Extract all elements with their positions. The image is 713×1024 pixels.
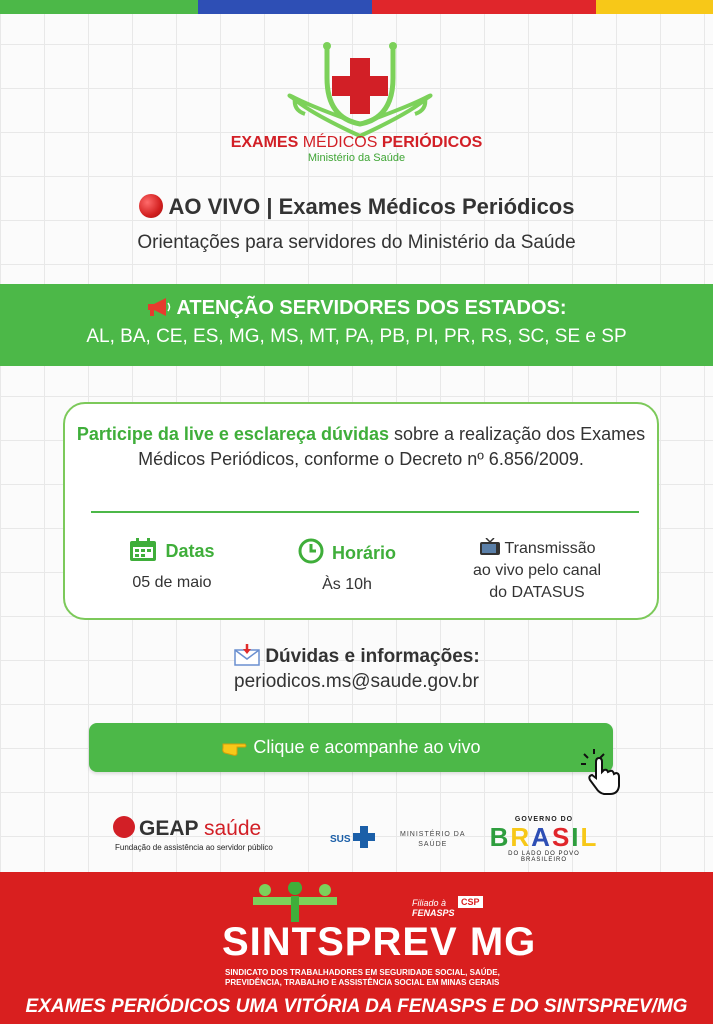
- transmission-line1: Transmissão: [447, 538, 627, 560]
- geap-circle-icon: [113, 816, 135, 838]
- sus-logo: SUS: [330, 826, 375, 848]
- dates-value: 05 de maio: [132, 574, 212, 591]
- megaphone-icon: [146, 297, 172, 317]
- pointing-hand-icon: [221, 738, 247, 756]
- attention-banner: [0, 284, 713, 366]
- ministry-logo: MINISTÉRIO DA SAÚDE: [400, 831, 466, 848]
- top-color-bar: [0, 0, 713, 14]
- info-card: [63, 402, 659, 620]
- union-name: SINTSPREV MG: [222, 920, 537, 964]
- union-people-icon: [245, 882, 345, 922]
- top-bar-blue: [198, 0, 372, 14]
- click-cursor-icon: [580, 748, 630, 798]
- clock-icon: [298, 538, 324, 564]
- top-bar-red: [372, 0, 596, 14]
- attention-title: ATENÇÃO SERVIDORES DOS ESTADOS:: [0, 297, 713, 320]
- top-bar-yellow: [596, 0, 713, 14]
- live-dot-icon: [139, 194, 163, 218]
- top-bar-green: [0, 0, 198, 14]
- geap-logo: GEAP saúde Fundação de assistência ao servidor público: [115, 817, 273, 852]
- time-value: Às 10h: [322, 576, 372, 593]
- tv-icon: [479, 538, 501, 556]
- geap-subtitle: Fundação de assistência ao servidor público: [115, 843, 273, 852]
- union-description: SINDICATO DOS TRABALHADORES EM SEGURIDADE SOCIAL, SAÚDE, PREVIDÊNCIA, TRABALHO E ASSISTÊNCIA SOCIAL EM MINAS GERAIS: [225, 968, 500, 987]
- transmission-line3: do DATASUS: [489, 584, 585, 601]
- transmission-line2: ao vivo pelo canal: [472, 562, 602, 579]
- envelope-icon: [233, 644, 261, 666]
- sus-cross-icon: [353, 826, 375, 848]
- card-divider: [91, 511, 639, 513]
- footer: [0, 872, 713, 1024]
- transmission-block: [447, 538, 627, 604]
- gov-brasil-logo: GOVERNO DO BRASIL DO LADO DO POVO BRASILEIRO: [489, 816, 599, 863]
- csp-badge: CSP: [458, 896, 483, 908]
- page-title: AO VIVO | Exames Médicos Periódicos: [0, 194, 713, 220]
- footer-headline: EXAMES PERIÓDICOS UMA VITÓRIA DA FENASPS E DO SINTSPREV/MG: [25, 996, 688, 1017]
- logo-title: EXAMES MÉDICOS PERIÓDICOS: [230, 134, 483, 151]
- contact-email[interactable]: periodicos.ms@saude.gov.br: [234, 671, 479, 692]
- contact-section: [0, 644, 713, 693]
- calendar-icon: [129, 538, 157, 562]
- attention-states: AL, BA, CE, ES, MG, MS, MT, PA, PB, PI, PR, RS, SC, SE e SP: [86, 326, 627, 347]
- affiliation-label: Filiado à FENASPS: [412, 898, 455, 918]
- page-subtitle: Orientações para servidores do Ministério da Saúde: [137, 232, 576, 253]
- dates-block: [107, 538, 237, 592]
- logo-subtitle: Ministério da Saúde: [307, 152, 406, 164]
- card-intro: Participe da live e esclareça dúvidas sobre a realização dos Exames Médicos Periódicos, conforme o Decreto nº 6.856/2009.: [76, 424, 646, 469]
- watch-live-button[interactable]: Clique e acompanhe ao vivo: [89, 723, 613, 772]
- time-label: Horário: [277, 538, 417, 564]
- time-block: [277, 538, 417, 594]
- dates-label: Datas: [107, 538, 237, 562]
- contact-title: Dúvidas e informações:: [0, 644, 713, 668]
